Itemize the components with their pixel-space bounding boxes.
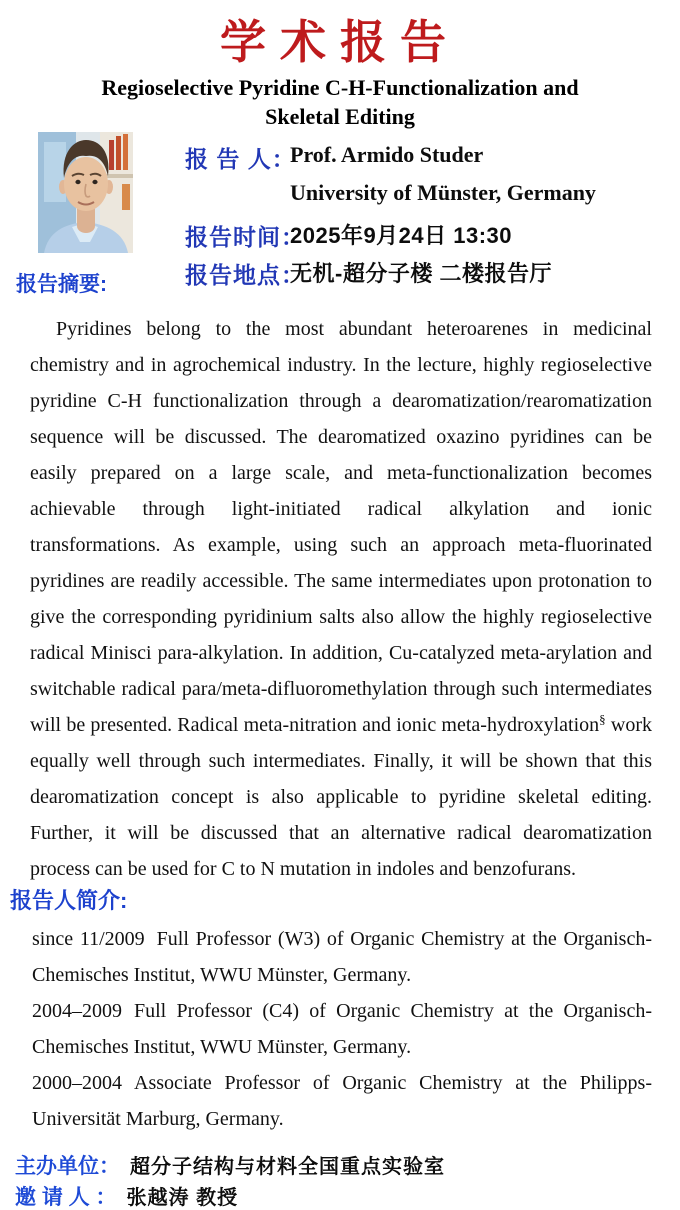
- lecture-title-line1: Regioselective Pyridine C-H-Functionalization and: [101, 75, 579, 100]
- lecture-title-line2: Skeletal Editing: [265, 104, 415, 129]
- inviter-label: 邀 请 人 ：: [15, 1186, 117, 1209]
- footnote-mark: §: [599, 711, 606, 727]
- bio-entry: [32, 993, 652, 1065]
- host-row: [15, 1150, 445, 1180]
- speaker-portrait-graphic: [38, 132, 133, 253]
- bio-entry: [32, 921, 652, 993]
- bio-entry: [32, 1065, 652, 1137]
- abstract-text-part1: Pyridines belong to the most abundant heteroarenes in medicinal chemistry and in agrochemical industry. In the lecture, highly regioselective pyridine C-H functionalization through a dearomatization/rearomatization sequence will be discussed. The dearomatized oxazino pyridines can be easily prepared on a large scale, and meta-functionalization becomes achievable through light-initiated radical alkylation and ionic transformations. As example, using such an approach meta-fluorinated pyridines are readily accessible. The same intermediates upon protonation to give the corresponding pyridinium salts also allow the highly regioselective radical Minisci para-alkylation. In addition, Cu-catalyzed meta-arylation and switchable radical para/meta-difluoromethylation through such intermediates will be presented. Radical meta-nitration and ionic meta-hydroxylation: [30, 318, 652, 736]
- page-title: 学术报告: [220, 16, 460, 68]
- speaker-label: 报 告 人：: [185, 146, 296, 172]
- bio-entry-period: 2004–2009: [32, 1000, 122, 1022]
- inviter-value: 张越涛 教授: [126, 1187, 239, 1209]
- host-value: 超分子结构与材料全国重点实验室: [130, 1156, 445, 1178]
- bio-entry-description: Full Professor (C4) of Organic Chemistry at the Organisch-Chemisches Institut, WWU Münster, Germany.: [32, 1000, 652, 1058]
- location-label: 报告地点：: [185, 262, 305, 288]
- speaker-affiliation: University of Münster, Germany: [290, 180, 596, 205]
- bio-entry-description: Full Professor (W3) of Organic Chemistry at the Organisch-Chemisches Institut, WWU Münster, Germany.: [32, 928, 652, 986]
- abstract-heading: 报告摘要:: [16, 273, 107, 296]
- abstract-text-part2: work equally well through such intermediates. Finally, it will be shown that this dearomatization concept is also applicable to pyridine skeletal editing. Further, it will be discussed that an alternative radical dearomatization process can be used for C to N mutation in indoles and benzofurans.: [30, 714, 652, 880]
- time-value: 2025年9月24日 13:30: [290, 223, 513, 248]
- speaker-photo: [38, 132, 133, 253]
- bio-entry-period: 2000–2004: [32, 1072, 122, 1094]
- lecture-title: [0, 73, 680, 131]
- bio-entry-description: Associate Professor of Organic Chemistry at the Philipps-Universität Marburg, Germany.: [32, 1072, 652, 1130]
- abstract-text: [30, 311, 652, 887]
- bio-entry-period: since 11/2009: [32, 928, 145, 950]
- bio-section: [32, 921, 652, 1137]
- time-label: 报告时间：: [185, 224, 305, 250]
- bio-heading: 报告人简介:: [10, 888, 128, 913]
- inviter-row: [15, 1181, 238, 1210]
- speaker-name: Prof. Armido Studer: [290, 142, 484, 167]
- location-value: 无机-超分子楼 二楼报告厅: [290, 261, 552, 286]
- host-label: 主办单位：: [15, 1155, 120, 1178]
